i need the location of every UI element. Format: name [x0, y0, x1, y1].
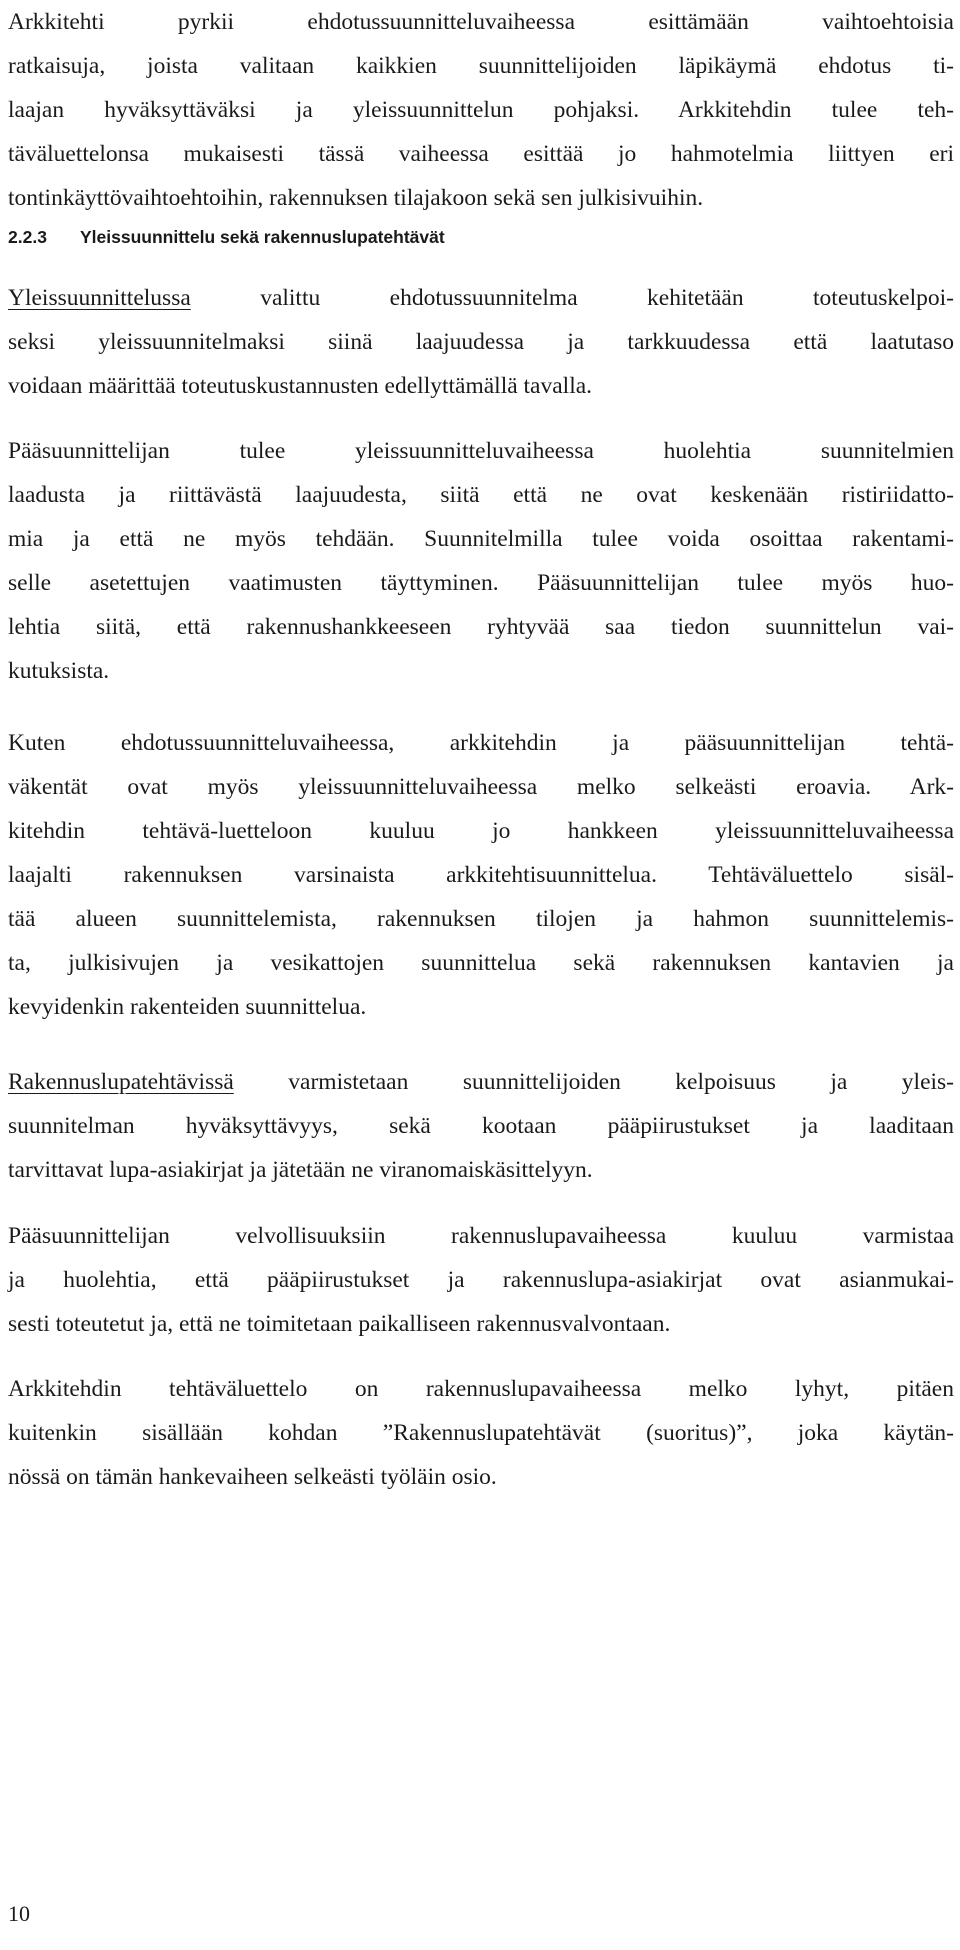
underlined-term: Rakennuslupatehtävissä: [8, 1069, 234, 1095]
text-line: kuitenkin sisällään kohdan ”Rakennuslupatehtävät (suoritus)”, joka käytän-: [8, 1420, 954, 1446]
paragraph-tehtavakentat: [8, 721, 954, 1029]
text-line: ratkaisuja, joista valitaan kaikkien suunnittelijoiden läpikäymä ehdotus ti-: [8, 53, 954, 79]
paragraph-paasuunnittelija: [8, 429, 954, 693]
text-line: Pääsuunnittelijan velvollisuuksiin rakennuslupavaiheessa kuuluu varmistaa: [8, 1223, 954, 1249]
text-line: tää alueen suunnittelemista, rakennuksen tilojen ja hahmon suunnittelemis-: [8, 906, 954, 932]
text-line: laajalti rakennuksen varsinaista arkkitehtisuunnittelua. Tehtäväluettelo sisäl-: [8, 862, 954, 888]
text-line: kitehdin tehtävä-luetteloon kuuluu jo hankkeen yleissuunnitteluvaiheessa: [8, 818, 954, 844]
section-number: 2.2.3: [8, 227, 47, 247]
text-line: Arkkitehti pyrkii ehdotussuunnitteluvaiheessa esittämään vaihtoehtoisia: [8, 9, 954, 35]
text-line: lehtia siitä, että rakennushankkeeseen ryhtyvää saa tiedon suunnittelun vai-: [8, 614, 954, 640]
paragraph-tehtavaluettelo: [8, 1367, 954, 1499]
section-heading: [8, 222, 445, 252]
page-number: 10: [8, 1901, 30, 1926]
text-line: Pääsuunnittelijan tulee yleissuunnitteluvaiheessa huolehtia suunnitelmien: [8, 438, 954, 464]
text-line: mia ja että ne myös tehdään. Suunnitelmilla tulee voida osoittaa rakentami-: [8, 526, 954, 552]
text-line: ta, julkisivujen ja vesikattojen suunnittelua sekä rakennuksen kantavien ja: [8, 950, 954, 976]
text-line: kutuksista.: [8, 658, 110, 684]
text-line: ja huolehtia, että pääpiirustukset ja rakennuslupa-asiakirjat ovat asianmukai-: [8, 1267, 954, 1293]
section-title: Yleissuunnittelu sekä rakennuslupatehtävät: [80, 227, 445, 247]
text-line: täväluettelonsa mukaisesti tässä vaiheessa esittää jo hahmotelmia liittyen eri: [8, 141, 954, 167]
text-line: voidaan määrittää toteutuskustannusten edellyttämällä tavalla.: [8, 373, 593, 399]
text-line: Kuten ehdotussuunnitteluvaiheessa, arkkitehdin ja pääsuunnittelijan tehtä-: [8, 730, 954, 756]
paragraph-rakennuslupatehtavat: [8, 1060, 954, 1192]
text-line: kevyidenkin rakenteiden suunnittelua.: [8, 994, 367, 1020]
text-line: [8, 276, 954, 320]
underlined-term: Yleissuunnittelussa: [8, 285, 191, 311]
text-line: [8, 1060, 954, 1104]
text-line: selle asetettujen vaatimusten täyttyminen. Pääsuunnittelijan tulee myös huo-: [8, 570, 954, 596]
text-line: tarvittavat lupa-asiakirjat ja jätetään ne viranomaiskäsittelyyn.: [8, 1157, 593, 1183]
paragraph-velvollisuudet: [8, 1214, 954, 1346]
text-line: Arkkitehdin tehtäväluettelo on rakennuslupavaiheessa melko lyhyt, pitäen: [8, 1376, 954, 1402]
text-line: nössä on tämän hankevaiheen selkeästi työläin osio.: [8, 1464, 497, 1490]
text-line: seksi yleissuunnitelmaksi siinä laajuudessa ja tarkkuudessa että laatutaso: [8, 329, 954, 355]
text-line: laadusta ja riittävästä laajuudesta, siitä että ne ovat keskenään ristiriidatto-: [8, 482, 954, 508]
text-line: laajan hyväksyttäväksi ja yleissuunnittelun pohjaksi. Arkkitehdin tulee teh-: [8, 97, 954, 123]
text-line: suunnitelman hyväksyttävyys, sekä kootaan pääpiirustukset ja laaditaan: [8, 1113, 954, 1139]
paragraph-ehdotussuunnittelu: [8, 0, 954, 220]
text-line: tontinkäyttövaihtoehtoihin, rakennuksen tilajakoon sekä sen julkisivuihin.: [8, 185, 704, 211]
text-line: sesti toteutetut ja, että ne toimitetaan paikalliseen rakennusvalvontaan.: [8, 1311, 671, 1337]
paragraph-yleissuunnittelu: [8, 276, 954, 408]
line-rest: varmistetaan suunnittelijoiden kelpoisuus ja yleis-: [233, 1069, 954, 1095]
line-rest: valittu ehdotussuunnitelma kehitetään toteutuskelpoi-: [190, 285, 954, 311]
text-line: väkentät ovat myös yleissuunnitteluvaiheessa melko selkeästi eroavia. Ark-: [8, 774, 954, 800]
